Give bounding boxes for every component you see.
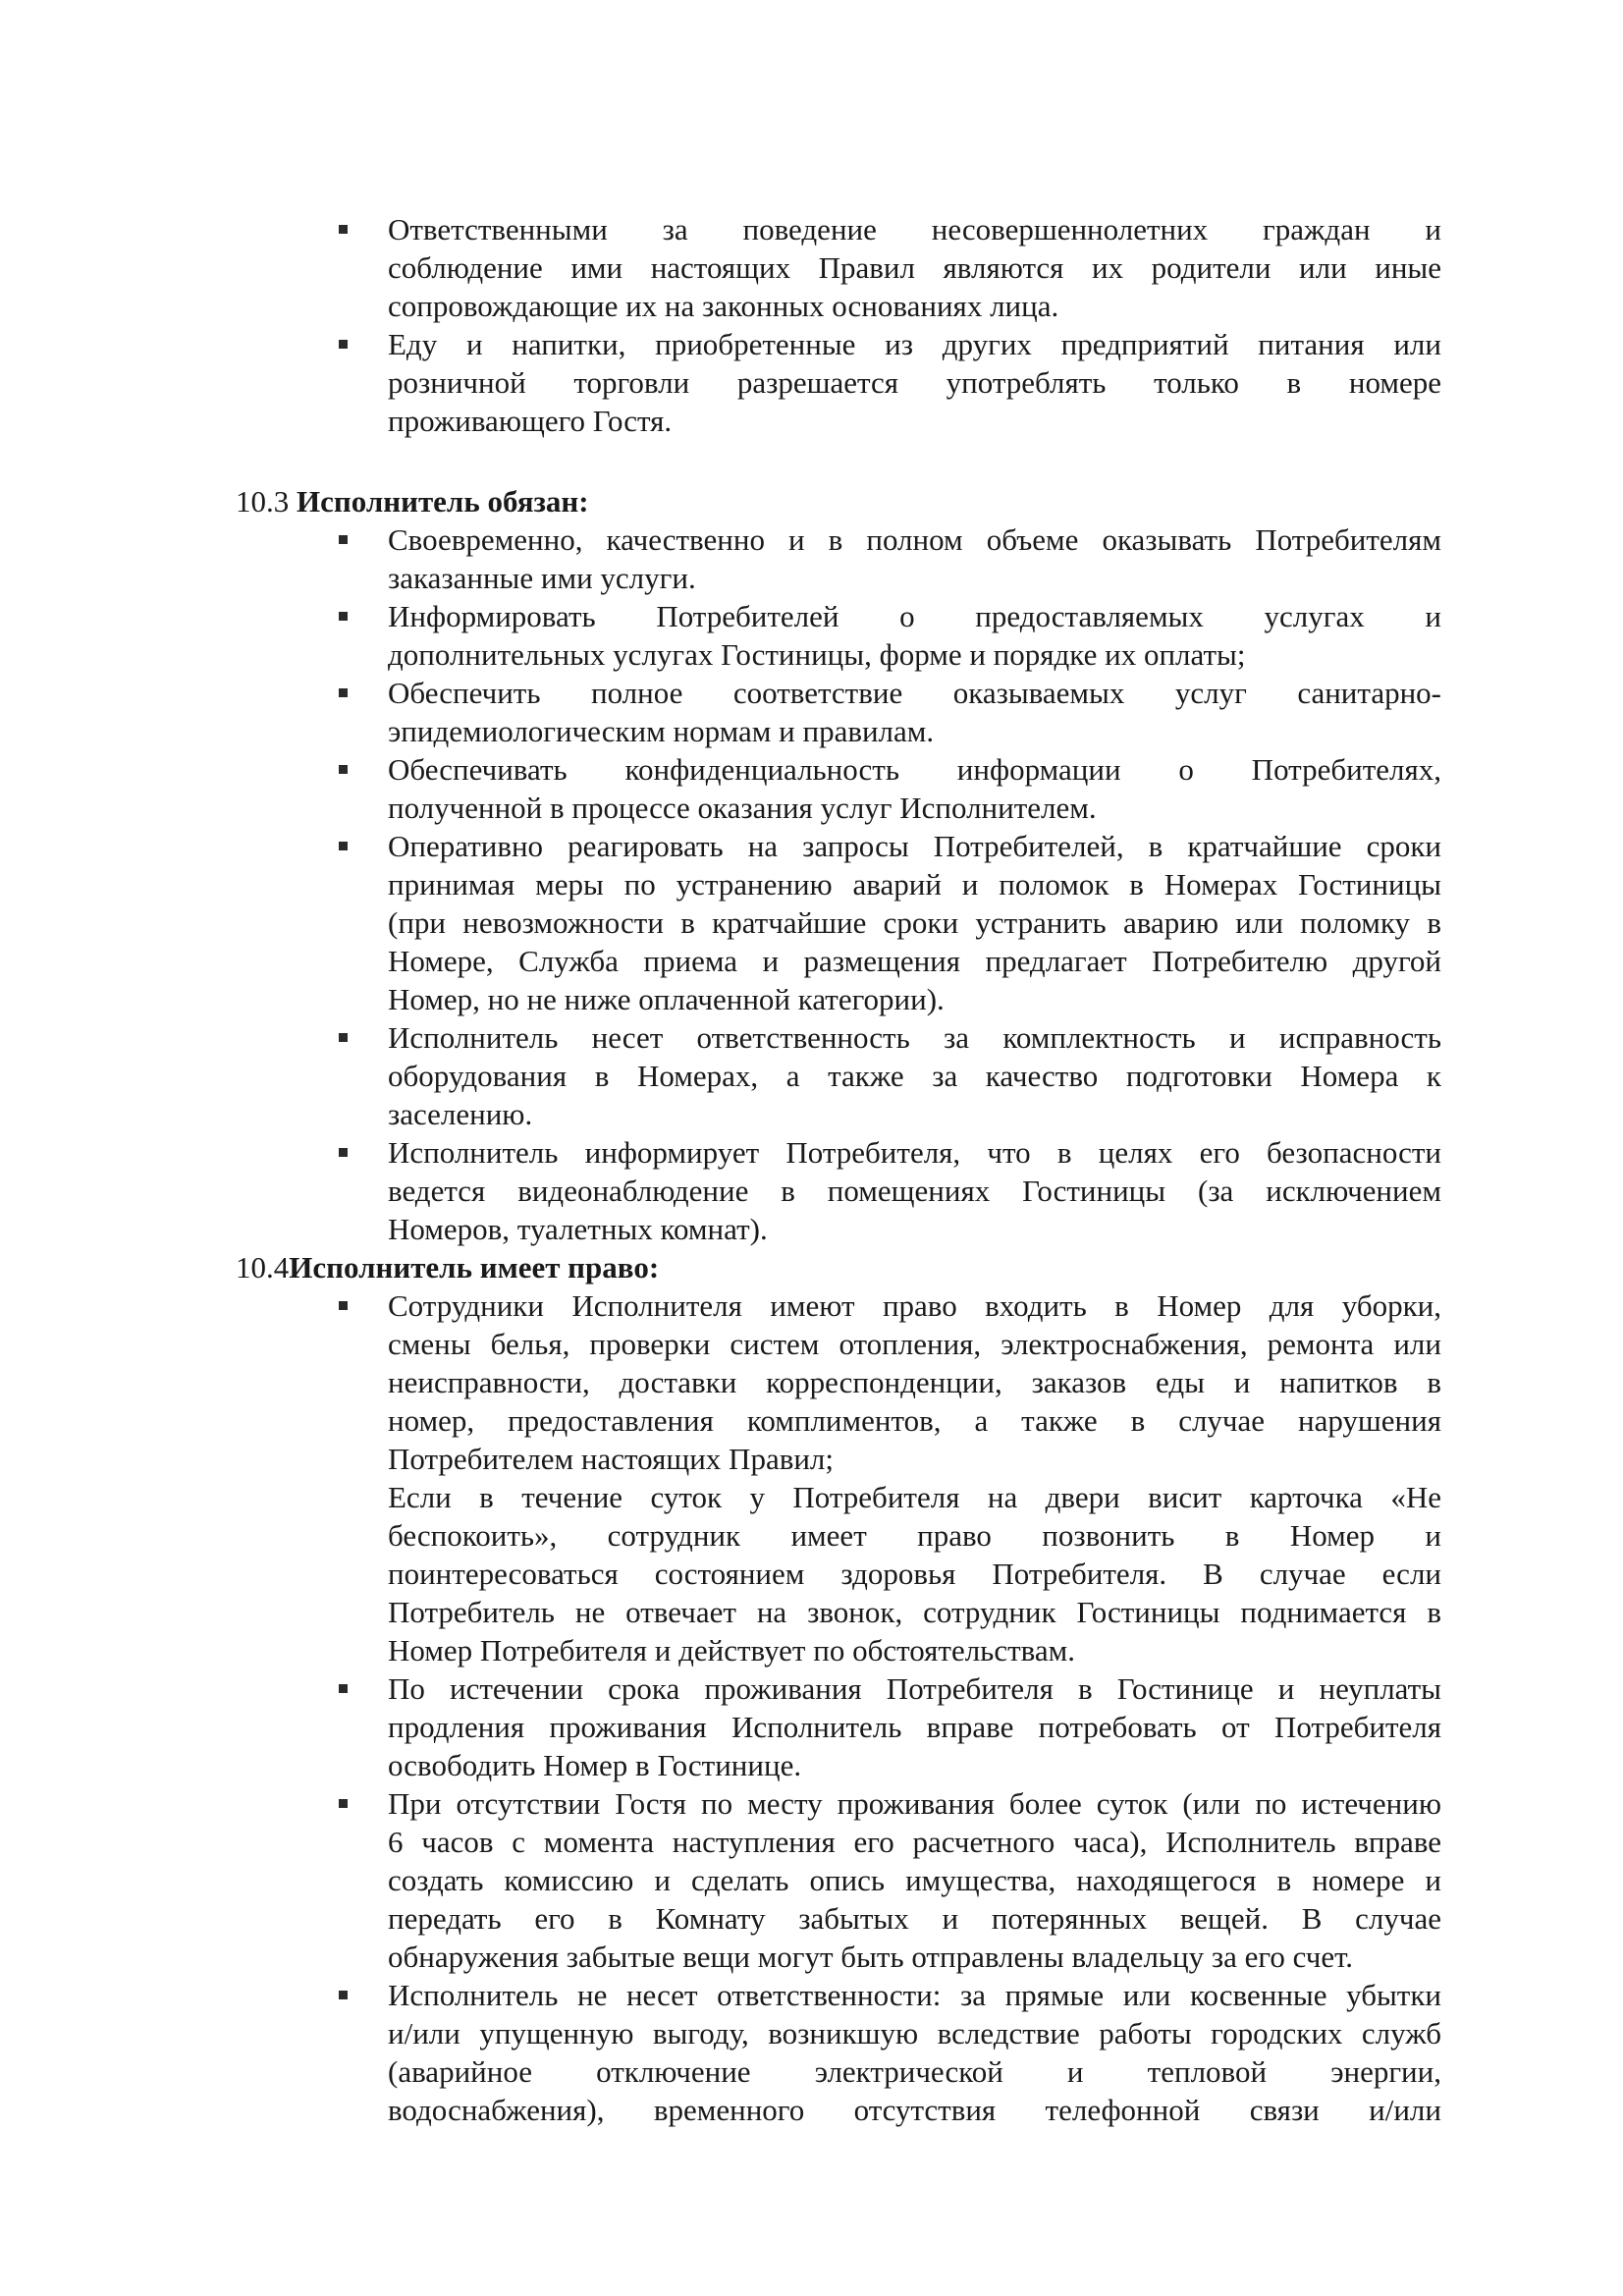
list-item-text: создать комиссию и сделать опись имущества, находящегося в номере и <box>388 1863 1441 1897</box>
section-heading <box>0 482 1623 520</box>
list-item-text: эпидемиологическим нормам и правилам. <box>388 714 935 748</box>
list-item-text: Номер Потребителя и действует по обстоятельствам. <box>388 1633 1075 1667</box>
bullet-icon <box>339 1799 348 1808</box>
text-line <box>0 942 1623 980</box>
list-item-text: Еду и напитки, приобретенные из других предприятий питания или <box>388 327 1441 361</box>
list-item-text: полученной в процессе оказания услуг Исполнителем. <box>388 791 1097 825</box>
text-line <box>0 210 1623 248</box>
list-item-text: Исполнитель информирует Потребителя, что в целях его безопасности <box>388 1135 1441 1170</box>
text-line <box>0 1861 1623 1899</box>
list-item-text: Если в течение суток у Потребителя на двери висит карточка «Не <box>388 1480 1441 1514</box>
text-line <box>0 1555 1623 1593</box>
bullet-icon <box>339 1991 348 1999</box>
section-number: 10.3 <box>236 484 297 519</box>
list-item-text: проживающего Гостя. <box>388 404 673 438</box>
document-page <box>0 210 1623 2129</box>
bullet-icon <box>339 1684 348 1693</box>
text-line <box>0 2091 1623 2129</box>
text-line <box>0 1172 1623 1210</box>
list-item-text: Обеспечивать конфиденциальность информации о Потребителях, <box>388 752 1441 787</box>
text-line <box>0 1593 1623 1631</box>
list-item-text: сопровождающие их на законных основаниях лица. <box>388 289 1059 323</box>
text-line <box>0 363 1623 402</box>
text-line <box>0 1325 1623 1363</box>
section-heading <box>0 1248 1623 1286</box>
list-item-text: Потребитель не отвечает на звонок, сотрудник Гостиницы поднимается в <box>388 1595 1441 1629</box>
section-title: Исполнитель имеет право: <box>289 1250 660 1285</box>
list-item-text: передать его в Комнату забытых и потерянных вещей. В случае <box>388 1901 1441 1936</box>
bullet-icon <box>339 1033 348 1042</box>
section-heading-text <box>236 1248 659 1286</box>
text-line <box>0 1095 1623 1133</box>
text-line <box>0 1669 1623 1708</box>
list-item-text: заселению. <box>388 1097 533 1131</box>
text-line <box>0 1401 1623 1440</box>
text-line <box>0 1363 1623 1401</box>
text-line <box>0 1516 1623 1555</box>
list-item-text: соблюдение ими настоящих Правил являются их родители или иные <box>388 250 1441 285</box>
text-line <box>0 1478 1623 1516</box>
text-line <box>0 1440 1623 1478</box>
list-item-text: заказанные ими услуги. <box>388 561 696 595</box>
bullet-icon <box>339 225 348 234</box>
bullet-icon <box>339 688 348 697</box>
bullet-icon <box>339 340 348 349</box>
bullet-icon <box>339 765 348 774</box>
list-item-text: Потребителем настоящих Правил; <box>388 1442 835 1476</box>
text-line <box>0 520 1623 559</box>
text-line <box>0 1708 1623 1746</box>
text-line <box>0 248 1623 287</box>
list-item-text: неисправности, доставки корреспонденции, заказов еды и напитков в <box>388 1365 1441 1399</box>
list-item-text: смены белья, проверки систем отопления, электроснабжения, ремонта или <box>388 1327 1441 1361</box>
list-item-text: Оперативно реагировать на запросы Потребителей, в кратчайшие сроки <box>388 829 1441 863</box>
list-item-text: Ответственными за поведение несовершеннолетних граждан и <box>388 212 1441 246</box>
text-line <box>0 635 1623 674</box>
list-item-text: и/или упущенную выгоду, возникшую вследствие работы городских служб <box>388 2016 1441 2050</box>
list-item-text: Информировать Потребителей о предоставляемых услугах и <box>388 599 1441 633</box>
text-line <box>0 1746 1623 1784</box>
bullet-icon <box>339 1301 348 1310</box>
list-item-text: продления проживания Исполнитель вправе потребовать от Потребителя <box>388 1710 1441 1744</box>
list-item-text: Номере, Служба приема и размещения предлагает Потребителю другой <box>388 944 1441 978</box>
list-item-text: розничной торговли разрешается употреблять только в номере <box>388 365 1441 400</box>
text-line <box>0 402 1623 440</box>
section-number: 10.4 <box>236 1250 290 1285</box>
text-line <box>0 827 1623 865</box>
text-line <box>0 712 1623 750</box>
list-item-text: (аварийное отключение электрической и тепловой энергии, <box>388 2054 1441 2089</box>
list-item-text: ведется видеонаблюдение в помещениях Гостиницы (за исключением <box>388 1174 1441 1208</box>
list-item-text: принимая меры по устранению аварий и поломок в Номерах Гостиницы <box>388 867 1441 902</box>
list-item-text: Номер, но не ниже оплаченной категории). <box>388 982 945 1016</box>
list-item-text: 6 часов с момента наступления его расчетного часа), Исполнитель вправе <box>388 1825 1441 1859</box>
text-line <box>0 865 1623 903</box>
text-line <box>0 789 1623 827</box>
text-line <box>0 1133 1623 1172</box>
list-item-text: номер, предоставления комплиментов, а также в случае нарушения <box>388 1403 1441 1438</box>
list-item-text: обнаружения забытые вещи могут быть отправлены владельцу за его счет. <box>388 1940 1354 1974</box>
text-line <box>0 1784 1623 1823</box>
list-item-text: оборудования в Номерах, а также за качество подготовки Номера к <box>388 1059 1441 1093</box>
list-item-text: (при невозможности в кратчайшие сроки устранить аварию или поломку в <box>388 905 1441 940</box>
text-line <box>0 1631 1623 1669</box>
list-item-text: Обеспечить полное соответствие оказываемых услуг санитарно- <box>388 676 1441 710</box>
list-item-text: Сотрудники Исполнителя имеют право входить в Номер для уборки, <box>388 1288 1441 1323</box>
text-line <box>0 325 1623 363</box>
text-line <box>0 2052 1623 2091</box>
text-line <box>0 980 1623 1018</box>
list-item-text: По истечении срока проживания Потребителя в Гостинице и неуплаты <box>388 1671 1441 1706</box>
section-heading-text <box>236 482 589 520</box>
text-line <box>0 1057 1623 1095</box>
list-item-text: Исполнитель несет ответственность за комплектность и исправность <box>388 1020 1441 1055</box>
list-item-text: освободить Номер в Гостинице. <box>388 1748 802 1782</box>
list-item-text: поинтересоваться состоянием здоровья Потребителя. В случае если <box>388 1557 1441 1591</box>
text-line <box>0 559 1623 597</box>
list-item-text: Своевременно, качественно и в полном объеме оказывать Потребителям <box>388 522 1441 557</box>
spacer <box>0 440 1623 482</box>
list-item-text: беспокоить», сотрудник имеет право позвонить в Номер и <box>388 1518 1441 1553</box>
list-item-text: водоснабжения), временного отсутствия телефонной связи и/или <box>388 2093 1441 2127</box>
text-line <box>0 1286 1623 1325</box>
bullet-icon <box>339 1148 348 1157</box>
text-line <box>0 903 1623 942</box>
text-line <box>0 750 1623 789</box>
text-line <box>0 2014 1623 2052</box>
bullet-icon <box>339 612 348 621</box>
list-item-text: Номеров, туалетных комнат). <box>388 1212 768 1246</box>
text-line <box>0 1018 1623 1057</box>
text-line <box>0 1823 1623 1861</box>
text-line <box>0 1976 1623 2014</box>
bullet-icon <box>339 842 348 850</box>
text-line <box>0 287 1623 325</box>
bullet-icon <box>339 535 348 544</box>
text-line <box>0 1899 1623 1938</box>
section-title: Исполнитель обязан: <box>297 484 589 519</box>
list-item-text: дополнительных услугах Гостиницы, форме и порядке их оплаты; <box>388 637 1246 672</box>
text-line <box>0 674 1623 712</box>
list-item-text: При отсутствии Гостя по месту проживания более суток (или по истечению <box>388 1786 1441 1821</box>
text-line <box>0 1938 1623 1976</box>
list-item-text: Исполнитель не несет ответственности: за прямые или косвенные убытки <box>388 1978 1441 2012</box>
text-line <box>0 597 1623 635</box>
text-line <box>0 1210 1623 1248</box>
